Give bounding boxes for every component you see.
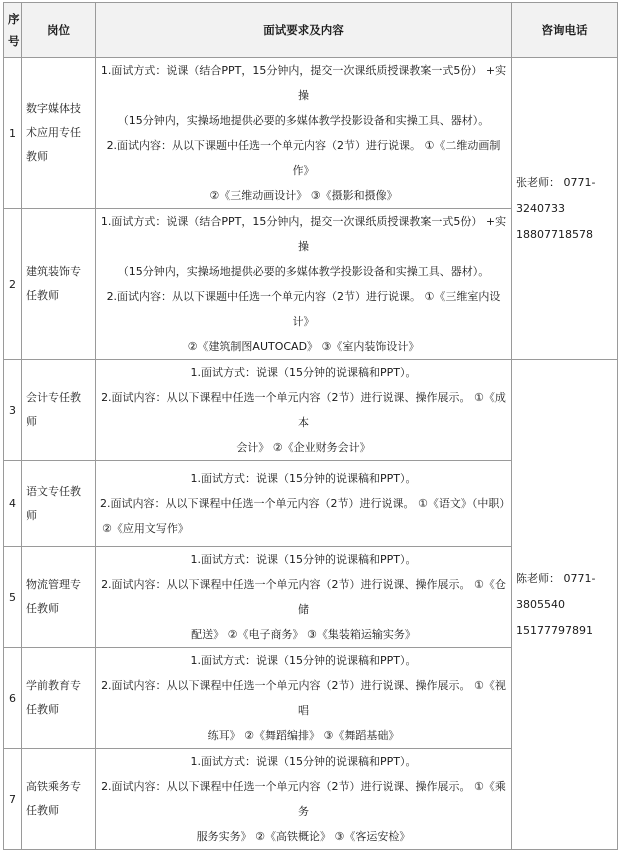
req-line: 服务实务》 ②《高铁概论》 ③《客运安检》: [196, 830, 411, 843]
req-line: 1.面试方式：说课（15分钟的说课稿和PPT）。: [190, 553, 417, 566]
row-no: 1: [4, 58, 22, 209]
contact-phone: 3805540: [516, 597, 565, 611]
req-line: 配送》 ②《电子商务》 ③《集装箱运输实务》: [191, 628, 416, 641]
row-no: 3: [4, 360, 22, 461]
row-position: 物流管理专任教师: [22, 547, 96, 648]
req-line: 1.面试方式：说课（结合PPT，15分钟内，提交一次课纸质授课教案一式5份） +实操: [100, 215, 507, 253]
row-position: 建筑装饰专任教师: [22, 209, 96, 360]
row-position: 数字媒体技术应用专任教师: [22, 58, 96, 209]
contact-name: 张老师： 0771-: [516, 175, 596, 189]
row-requirements: [96, 648, 512, 749]
req-line: 1.面试方式：说课（结合PPT，15分钟内，提交一次课纸质授课教案一式5份） +实操: [100, 64, 507, 102]
row-requirements: [96, 58, 512, 209]
interview-table: [3, 2, 618, 850]
req-line: 1.面试方式：说课（15分钟的说课稿和PPT）。: [190, 472, 417, 485]
table-row: [4, 58, 618, 209]
req-line: ②《建筑制图AUTOCAD》 ③《室内装饰设计》: [187, 340, 420, 353]
header-no: [4, 3, 22, 58]
row-requirements: [96, 547, 512, 648]
row-requirements: [96, 209, 512, 360]
req-line: ②《三维动画设计》 ③《摄影和摄像》: [209, 189, 398, 202]
req-line: 2.面试内容：从以下课程中任选一个单元内容（2节）进行说课、操作展示。 ①《成本: [101, 391, 506, 429]
req-line: 2.面试内容：从以下课题中任选一个单元内容（2节）进行说课。 ①《二维动画制作》: [106, 139, 501, 177]
req-line: 1.面试方式：说课（15分钟的说课稿和PPT）。: [190, 366, 417, 379]
row-requirements: [96, 749, 512, 850]
req-line: 2.面试内容：从以下课程中任选一个单元内容（2节）进行说课、操作展示。 ①《仓储: [101, 578, 506, 616]
row-no: 7: [4, 749, 22, 850]
req-line: ②《应用文写作》: [102, 522, 189, 535]
req-line: 2.面试内容：从以下课程中任选一个单元内容（2节）进行说课。 ①《语文》（中职）: [100, 497, 511, 510]
contact-mobile: 18807718578: [516, 227, 593, 241]
row-no: 4: [4, 461, 22, 547]
req-line: 2.面试内容：从以下课题中任选一个单元内容（2节）进行说课。 ①《三维室内设计》: [106, 290, 501, 328]
req-line: 1.面试方式：说课（15分钟的说课稿和PPT）。: [190, 654, 417, 667]
row-requirements: [96, 360, 512, 461]
row-no: 6: [4, 648, 22, 749]
req-line: （15分钟内，实操场地提供必要的多媒体教学投影设备和实操工具、器材）。: [117, 265, 490, 278]
contact-mobile: 15177797891: [516, 623, 593, 637]
row-position: 学前教育专任教师: [22, 648, 96, 749]
row-position: 语文专任教师: [22, 461, 96, 547]
req-line: 2.面试内容：从以下课程中任选一个单元内容（2节）进行说课、操作展示。 ①《视唱: [101, 679, 506, 717]
header-requirements: 面试要求及内容: [96, 3, 512, 58]
req-line: 1.面试方式：说课（15分钟的说课稿和PPT）。: [190, 755, 417, 768]
req-line: （15分钟内，实操场地提供必要的多媒体教学投影设备和实操工具、器材）。: [117, 114, 490, 127]
req-line: 2.面试内容：从以下课程中任选一个单元内容（2节）进行说课、操作展示。 ①《乘务: [101, 780, 506, 818]
header-position: 岗位: [22, 3, 96, 58]
row-no: 2: [4, 209, 22, 360]
header-no-text: 序号: [8, 12, 20, 48]
header-row: [4, 3, 618, 58]
header-contact: 咨询电话: [512, 3, 618, 58]
table-row: [4, 360, 618, 461]
req-line: 会计》 ②《企业财务会计》: [236, 441, 371, 454]
row-no: 5: [4, 547, 22, 648]
row-requirements: [96, 461, 512, 547]
row-position: 高铁乘务专任教师: [22, 749, 96, 850]
req-line: 练耳》 ②《舞蹈编排》 ③《舞蹈基础》: [207, 729, 400, 742]
contact-name: 陈老师： 0771-: [516, 571, 596, 585]
row-position: 会计专任教师: [22, 360, 96, 461]
contact-cell-zhang: [512, 58, 618, 360]
contact-cell-chen: [512, 360, 618, 850]
contact-phone: 3240733: [516, 201, 565, 215]
